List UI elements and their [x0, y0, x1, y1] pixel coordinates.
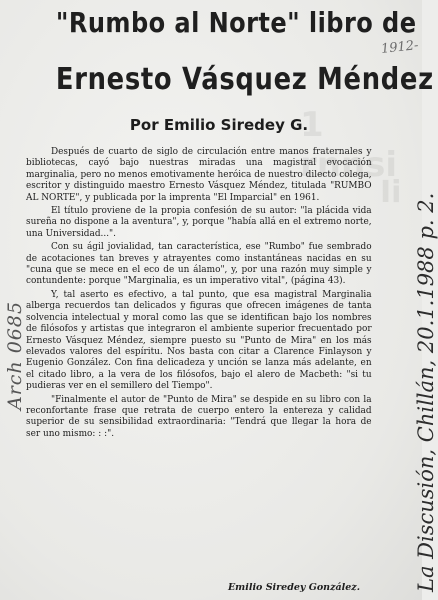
bleed-through-text: Ii	[380, 175, 402, 210]
headline-line-1: "Rumbo al Norte" libro de	[55, 6, 417, 39]
signature: Emilio Siredey González.	[227, 582, 360, 593]
paragraph: Con su ágil jovialidad, tan característica, ese "Rumbo" fue sembrado de acotaciones tan breves y atrayentes como instantáneas nacidas en su "cuna que se mece en el eco de un álamo", y, por una razón muy simple y contundente: porque "Marginalia, es un imperativo vital", (página 43).	[26, 241, 372, 287]
paragraph: El título proviene de la propia confesión de su autor: "la plácida vida sureña no dispone a la aventura", y, porque "había allá en el extremo norte, una Universidad...".	[26, 205, 372, 239]
bleed-through-text: 1 rnnsi	[300, 105, 398, 185]
byline: Por Emilio Siredey G.	[129, 116, 309, 134]
archive-code-annotation: Arch 0685	[4, 300, 26, 410]
pencil-annotation: 1912-	[379, 38, 419, 57]
source-annotation: La Discusión, Chillán, 20.1.1988 p. 2.	[414, 192, 438, 592]
paragraph: "Finalmente el autor de "Punto de Mira" se despide en su libro con la reconfortante frase que retrata de cuerpo entero la entereza y calidad superior de su sensibilidad extraordinaria: "Tendrá que llegar la hora de ser uno mismo: : :".	[26, 393, 372, 439]
headline-line-2: Ernesto Vásquez Méndez	[55, 62, 434, 97]
paragraph: Y, tal aserto es efectivo, a tal punto, que esa magistral Marginalia alberga recuerdos tan delicados y figuras que ofrecen imágenes de tanta solvencia intelectual y moral como las que se identifican bajo los nombres de filósofos y artistas que integraron el ambiente superior frecuentado por Ernesto Vásquez Méndez, siempre puesto su "Punto de Mira" en los más elevados valores del espíritu. Nos basta con citar a Clarence Finlayson y Eugenio González. Con fina delicadeza y unción se lanza más adelante, en el citado libro, a la vera de los filósofos, bajo el alero de Macbeth: "si tu pudieras ver en el semillero del Tiempo".	[26, 288, 372, 392]
article-body	[26, 146, 372, 441]
paragraph: Después de cuarto de siglo de circulación entre manos fraternales y bibliotecas, cayó bajo nuestras miradas una magistral evocación marginalia, pero no menos emotivamente heróica de nuestro dilecto colega, escritor y distinguido maestro Ernesto Vásquez Méndez, titulada "RUMBO AL NORTE", y publicada por la imprenta "El Imparcial" en 1961.	[26, 146, 372, 203]
